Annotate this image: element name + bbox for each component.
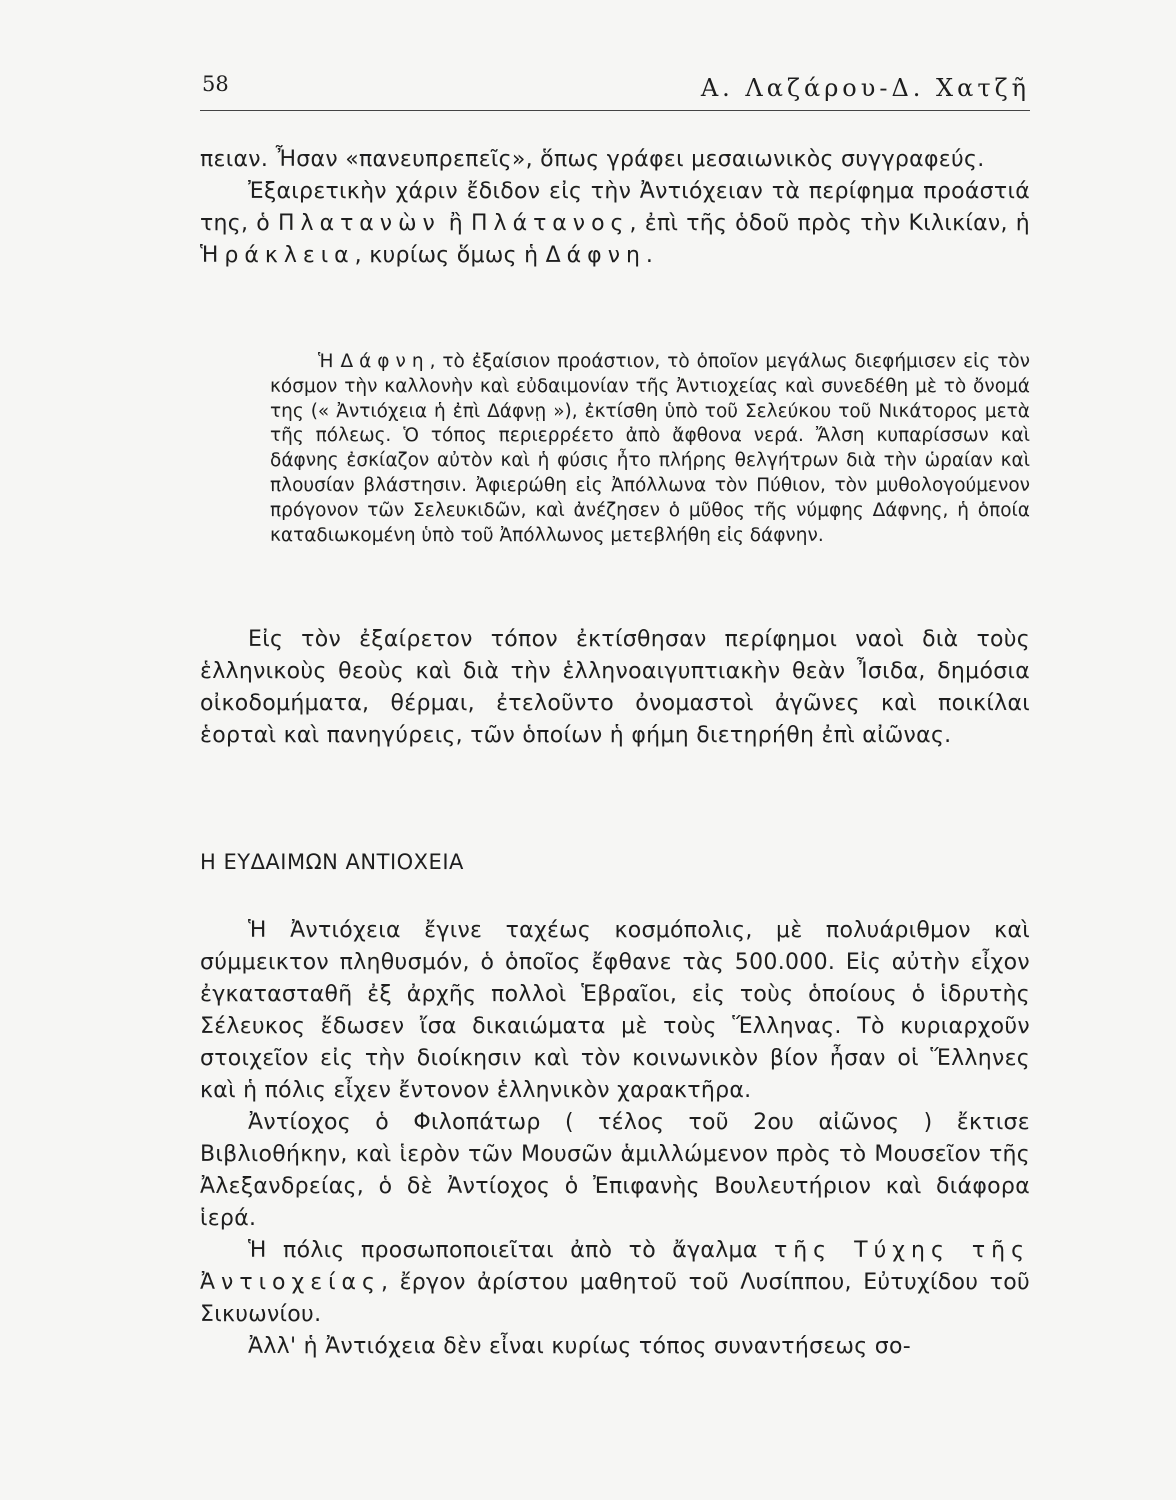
spaced-name: τῆς Τύχης τῆς Ἀντιοχείας xyxy=(200,1238,1030,1295)
paragraph: Ἀλλ' ἡ Ἀντιόχεια δὲν εἶναι κυρίως τόπος συναντήσεως σο- xyxy=(248,1334,911,1359)
paragraph xyxy=(200,176,1030,272)
text-run: , ἐπὶ τῆς ὁδοῦ πρὸς τὴν Κιλικίαν, ἡ xyxy=(629,211,1030,236)
text-run: Ἐξαιρετικὴν χάριν ἔδιδον εἰς τὴν Ἀντιόχειαν τὰ περίφημα προάστιά της, ὁ xyxy=(200,179,1030,236)
text-run: , τὸ ἐξαίσιον προάστιον, τὸ ὁποῖον μεγάλως διεφήμισεν εἰς τὸν κόσμον τὴν καλλονὴν καὶ εὐδαιμονίαν τῆς Ἀντιοχείας καὶ συνεδέθη μὲ τὸ ὄνομά της (« Ἀντιόχεια ἡ ἐπὶ Δάφνῃ »), ἐκτίσθη ὑπὸ τοῦ Σελεύκου τοῦ Νικάτορος μετὰ τῆς πόλεως. Ὁ τόπος περιερρέετο ἀπὸ ἄφθονα νερά. Ἄλση κυπαρίσσων καὶ δάφνης ἐσκίαζον αὐτὸν καὶ ἡ φύσις ἦτο πλήρης θελγήτρων διὰ τὴν ὡραίαν καὶ πλουσίαν βλάστησιν. Ἀφιερώθη εἰς Ἀπόλλωνα τὸν Πύθιον, τὸν μυθολογούμενον πρόγονον τῶν Σελευκιδῶν, καὶ ἀνέζησεν ὁ μῦθος τῆς νύμφης Δάφνης, ἡ ὁποία καταδιωκομένη ὑπὸ τοῦ Ἀπόλλωνος μετεβλήθη εἰς δάφνην. xyxy=(270,351,1030,546)
spaced-name: Δάφνη xyxy=(545,243,646,268)
spaced-name: Ἡράκλεια xyxy=(200,243,355,268)
text-run: . xyxy=(645,243,654,268)
header-rule xyxy=(200,110,1030,111)
running-head: Α. Λαζάρου-Δ. Χατζῆ xyxy=(700,74,1030,102)
page-header xyxy=(200,66,1030,106)
spaced-name: Δάφνη xyxy=(340,351,430,372)
text-block-1 xyxy=(200,144,1030,272)
paragraph: πειαν. Ἦσαν «πανευπρεπεῖς», ὅπως γράφει μεσαιωνικὸς συγγραφεύς. xyxy=(200,147,985,172)
paragraph xyxy=(200,1235,1030,1331)
text-run: Ἡ xyxy=(318,351,341,372)
spaced-name: Πλάτανος xyxy=(471,211,630,236)
text-run: ἢ xyxy=(440,211,471,236)
paragraph: Ἀντίοχος ὁ Φιλοπάτωρ ( τέλος τοῦ 2ου αἰῶνος ) ἔκτισε Βιβλιοθήκην, καὶ ἱερὸν τῶν Μουσῶν ἁμιλλώμενον πρὸς τὸ Μουσεῖον τῆς Ἀλεξανδρείας, ὁ δὲ Ἀντίοχος ὁ Ἐπιφανὴς Βουλευτήριον καὶ διάφορα ἱερά. xyxy=(200,1110,1030,1231)
daphne-note xyxy=(270,350,1030,548)
text-run: Ἡ πόλις προσωποποιεῖται ἀπὸ τὸ ἄγαλμα xyxy=(248,1238,774,1263)
spaced-name: Πλατανὼν xyxy=(278,211,441,236)
text-block-2 xyxy=(200,624,1030,752)
note-paragraph xyxy=(270,350,1030,548)
paragraph: Εἰς τὸν ἐξαίρετον τόπον ἐκτίσθησαν περίφημοι ναοὶ διὰ τοὺς ἑλληνικοὺς θεοὺς καὶ διὰ τὴν ἑλληνοαιγυπτιακὴν θεὰν Ἶσιδα, δημόσια οἰκοδομήματα, θέρμαι, ἐτελοῦντο ὀνομαστοὶ ἀγῶνες καὶ ποικίλαι ἑορταὶ καὶ πανηγύρεις, τῶν ὁποίων ἡ φήμη διετηρήθη ἐπὶ αἰῶνας. xyxy=(200,627,1030,748)
text-block-3 xyxy=(200,915,1030,1363)
text-run: , ἔργον ἀρίστου μαθητοῦ τοῦ Λυσίππου, Εὐτυχίδου τοῦ Σικυωνίου. xyxy=(200,1270,1030,1327)
text-run: , κυρίως ὅμως ἡ xyxy=(354,243,546,268)
section-heading: Η ΕΥΔΑΙΜΩΝ ΑΝΤΙΟΧΕΙΑ xyxy=(200,850,464,874)
page-number: 58 xyxy=(202,72,229,96)
paragraph: Ἡ Ἀντιόχεια ἔγινε ταχέως κοσμόπολις, μὲ πολυάριθμον καὶ σύμμεικτον πληθυσμόν, ὁ ὁποῖος ἔφθανε τὰς 500.000. Εἰς αὐτὴν εἶχον ἐγκατασταθῆ ἐξ ἀρχῆς πολλοὶ Ἑβραῖοι, εἰς τοὺς ὁποίους ὁ ἱδρυτὴς Σέλευκος ἔδωσεν ἴσα δικαιώματα μὲ τοὺς Ἕλληνας. Τὸ κυριαρχοῦν στοιχεῖον εἰς τὴν διοίκησιν καὶ τὸν κοινωνικὸν βίον ἦσαν οἱ Ἕλληνες καὶ ἡ πόλις εἶχεν ἔντονον ἑλληνικὸν χαρακτῆρα. xyxy=(200,918,1030,1103)
